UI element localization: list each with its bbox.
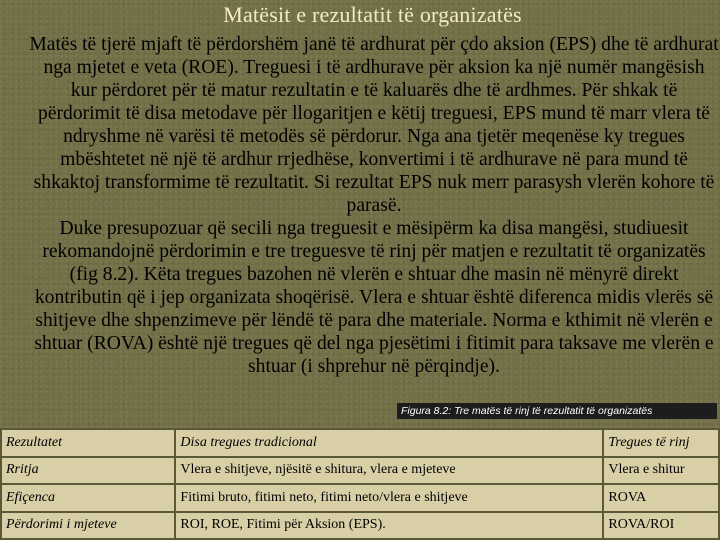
slide-body: [0, 33, 720, 431]
table-cell: Vlera e shitjeve, njësitë e shitura, vlera e mjeteve: [176, 458, 602, 484]
table-cell: Rritja: [2, 458, 174, 484]
table-cell: Vlera e shitur: [604, 458, 718, 484]
table-header-cell: Disa tregues tradicional: [176, 430, 602, 456]
table-row: [2, 458, 718, 484]
table-header-cell: Rezultatet: [2, 430, 174, 456]
table-row: [2, 513, 718, 539]
table-header-cell: Tregues të rinj: [604, 430, 718, 456]
table-cell: Përdorimi i mjeteve: [2, 513, 174, 539]
table-row: [2, 485, 718, 511]
table-cell: ROI, ROE, Fitimi për Aksion (EPS).: [176, 513, 602, 539]
table-cell: Efiçenca: [2, 485, 174, 511]
table-cell: ROVA/ROI: [604, 513, 718, 539]
paragraph-eps: Matës të tjerë mjaft të përdorshëm janë të ardhurat për çdo aksion (EPS) dhe të ardhurat nga mjetet e veta (ROE). Treguesi i të ardhurave për aksion ka një numër mangësish kur përdoret për të matur rezultatin e të kaluarës dhe të ardhmes. Për shkak të përdorimit të disa metodave për llogaritjen e këtij treguesi, EPS mund të marr vlera të ndryshme në varësi të metodës së përdorur. Nga ana tjetër meqenëse ky tregues mbështetet në një të ardhur rrjedhëse, konvertimi i të ardhurave në para mund të shkaktoj transformime të rezultatit. Si rezultat EPS nuk merr parasysh vlerën kohore të parasë.: [29, 34, 719, 216]
table-cell: Fitimi bruto, fitimi neto, fitimi neto/vlera e shitjeve: [176, 485, 602, 511]
measures-table: [0, 428, 720, 540]
slide-title: Matësit e rezultatit të organizatës: [223, 2, 522, 27]
table-cell: ROVA: [604, 485, 718, 511]
paragraph-rova: Duke presupozuar që secili nga treguesit e mësipërm ka disa mangësi, studiuesit rekomandojnë përdorimin e tre treguesve të rinj për matjen e rezultatit të organizatës (fig 8.2). Këta tregues bazohen në vlerën e shtuar dhe masin në mënyrë direkt kontributin që i jep organizata shoqërisë. Vlera e shtuar është diferenca midis vlerës së shitjeve dhe shpenzimeve për lëndë të para dhe materiale. Norma e kthimit në vlerën e shtuar (ROVA) është një tregues që del nga pjesëtimi i fitimit para taksave me vlerën e shtuar (i shprehur në përqindje).: [34, 218, 714, 377]
table-header-row: [2, 430, 718, 456]
figure-caption: Figura 8.2: Tre matës të rinj të rezultatit të organizatës: [397, 403, 717, 419]
